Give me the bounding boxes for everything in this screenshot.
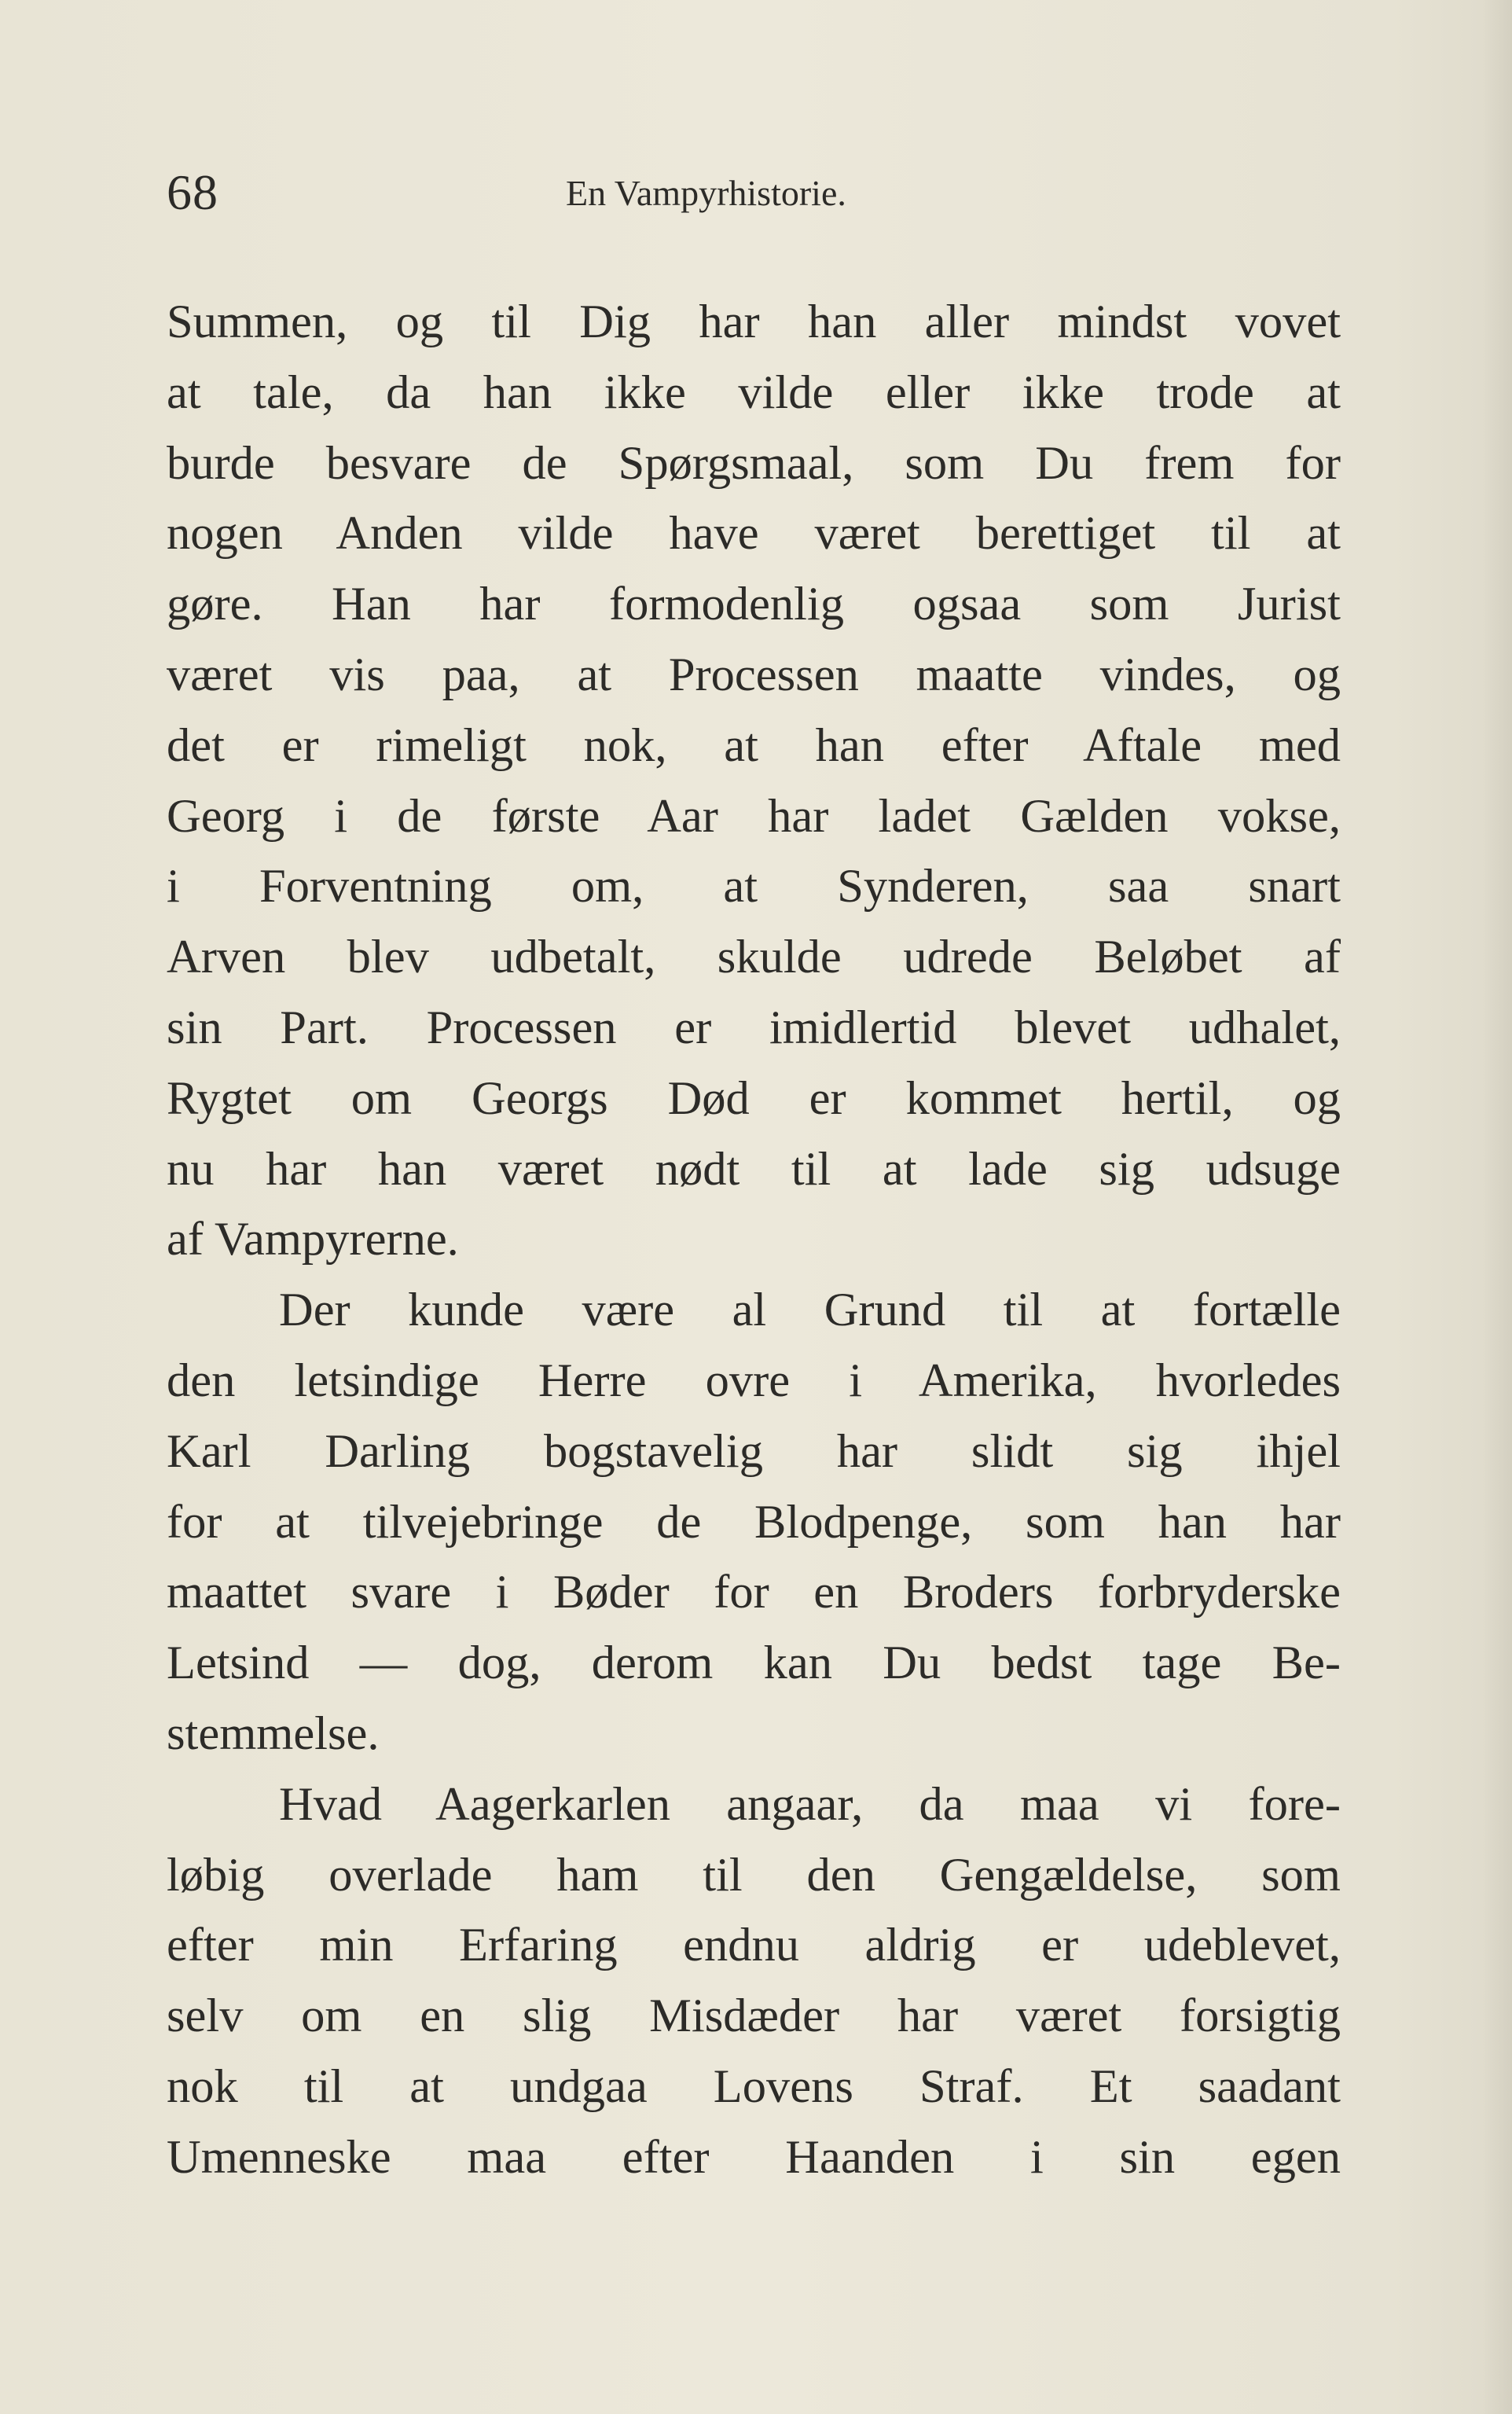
page-number: 68 — [167, 164, 218, 220]
text-line: i Forventning om, at Synderen, saa snart — [167, 860, 1341, 913]
text-line: Letsind — dog, derom kan Du bedst tage Be- — [167, 1637, 1341, 1690]
text-line: sin Part. Processen er imidlertid blevet udhalet, — [167, 1001, 1341, 1054]
paragraph-end-line: stemmelse. — [167, 1707, 380, 1760]
text-line: Summen, og til Dig har han aller mindst vovet — [167, 296, 1341, 348]
paragraph-end-line: af Vampyrerne. — [167, 1213, 459, 1266]
page-header — [167, 161, 1345, 224]
text-line: Georg i de første Aar har ladet Gælden vokse, — [167, 789, 1341, 843]
text-line: maattet svare i Bøder for en Broders forbryderske — [167, 1566, 1341, 1619]
text-line: Karl Darling bogstavelig har slidt sig ihjel — [167, 1424, 1341, 1478]
text-line: nok til at undgaa Lovens Straf. Et saadant — [167, 2059, 1341, 2113]
paragraph-first-line: Der kunde være al Grund til at fortælle — [279, 1284, 1341, 1337]
text-line: det er rimeligt nok, at han efter Aftale med — [167, 718, 1341, 772]
text-line: at tale, da han ikke vilde eller ikke trode at — [167, 366, 1341, 419]
text-line: været vis paa, at Processen maatte vindes, og — [167, 648, 1341, 701]
text-line: Umenneske maa efter Haanden i sin egen — [167, 2130, 1341, 2184]
text-line: Arven blev udbetalt, skulde udrede Beløbet af — [167, 931, 1341, 984]
text-line: burde besvare de Spørgsmaal, som Du frem for — [167, 436, 1341, 490]
text-line: løbig overlade ham til den Gengældelse, som — [167, 1848, 1341, 1901]
text-line: nu har han været nødt til at lade sig udsuge — [167, 1142, 1341, 1196]
text-line: nogen Anden vilde have været berettiget til at — [167, 507, 1341, 560]
text-line: den letsindige Herre ovre i Amerika, hvorledes — [167, 1354, 1341, 1407]
text-line: for at tilvejebringe de Blodpenge, som han har — [167, 1495, 1341, 1549]
running-title: En Vampyrhistorie. — [566, 173, 846, 213]
text-line: Rygtet om Georgs Død er kommet hertil, og — [167, 1071, 1341, 1125]
text-line: selv om en slig Misdæder har været forsigtig — [167, 1990, 1341, 2043]
paragraph-first-line: Hvad Aagerkarlen angaar, da maa vi fore- — [279, 1777, 1341, 1831]
text-line: gøre. Han har formodenlig ogsaa som Jurist — [167, 578, 1341, 631]
text-line: efter min Erfaring endnu aldrig er udeblevet, — [167, 1919, 1341, 1972]
body-text — [167, 287, 1341, 2193]
page-edge-shadow — [1482, 0, 1512, 2414]
